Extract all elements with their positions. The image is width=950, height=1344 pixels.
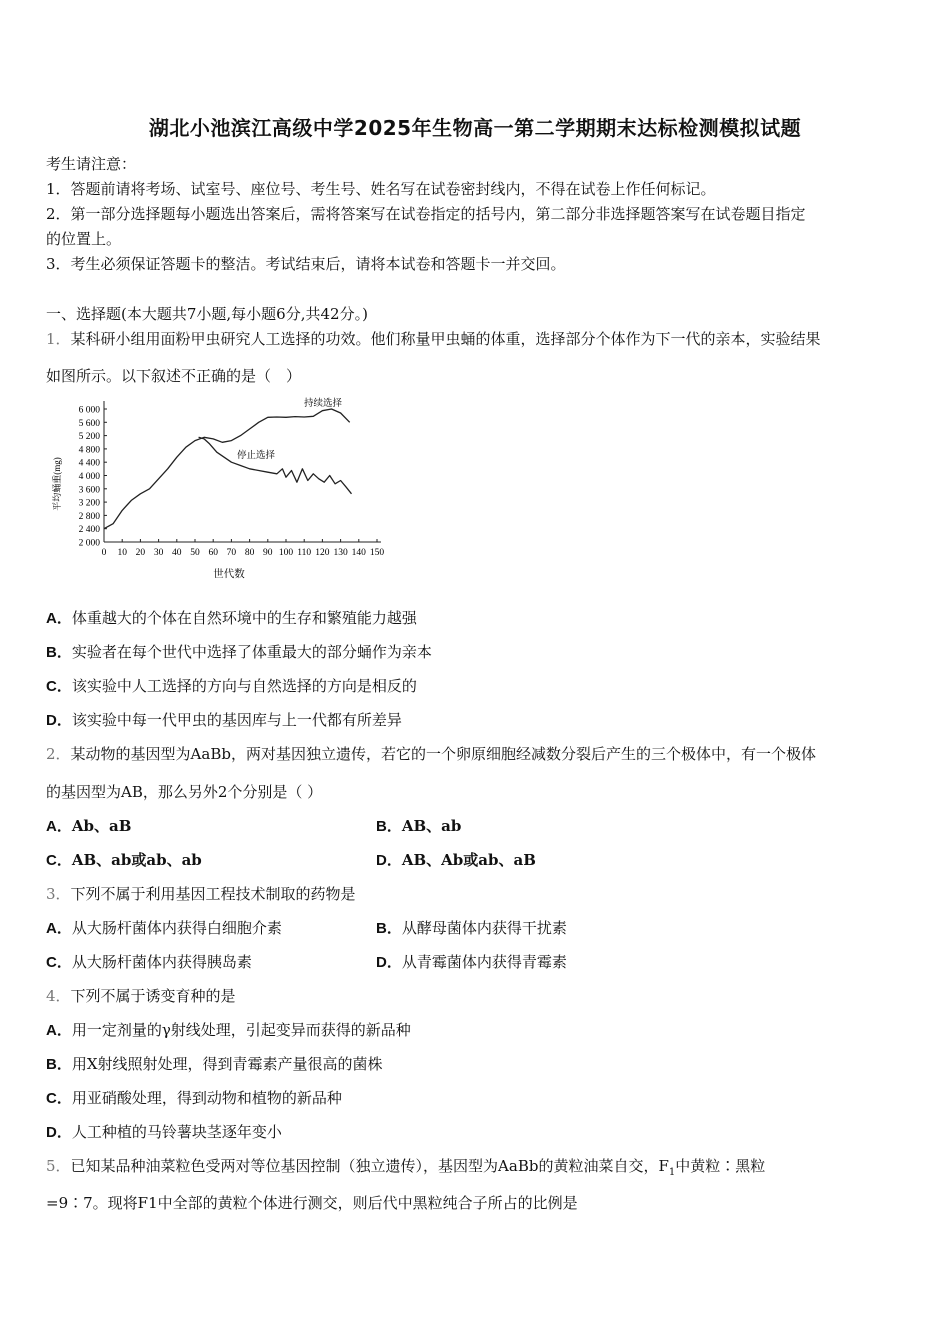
x-tick-label: 80 bbox=[244, 548, 255, 558]
x-tick-label: 140 bbox=[351, 548, 366, 558]
question-2-option-b[interactable]: B．AB、ab bbox=[376, 817, 462, 835]
question-number: 3． bbox=[46, 885, 71, 903]
question-2-option-c[interactable]: C．AB、ab或ab、ab bbox=[46, 851, 202, 869]
section-heading: 一、选择题(本大题共7小题,每小题6分,共42分。) bbox=[46, 305, 368, 323]
series-line-continued-selection bbox=[104, 409, 350, 529]
x-tick-label: 120 bbox=[315, 548, 330, 558]
x-tick-label: 20 bbox=[135, 548, 146, 558]
series-line-stopped-selection bbox=[199, 437, 352, 494]
question-4-option-a[interactable]: A．用一定剂量的γ射线处理，引起变异而获得的新品种 bbox=[46, 1021, 411, 1039]
x-tick-label: 90 bbox=[263, 548, 273, 558]
question-2-option-a[interactable]: A．Ab、aB bbox=[46, 817, 132, 835]
question-1-option-b[interactable]: B．实验者在每个世代中选择了体重最大的部分蛹作为亲本 bbox=[46, 643, 432, 661]
question-3-stem: 3．下列不属于利用基因工程技术制取的药物是 bbox=[46, 885, 356, 903]
series-label-stopped: 停止选择 bbox=[236, 451, 276, 461]
question-5-stem-cont: =9∶7。现将F1中全部的黄粒个体进行测交，则后代中黑粒纯合子所占的比例是 bbox=[46, 1194, 578, 1212]
page-title: 湖北小池滨江高级中学2025年生物高一第二学期期末达标检测模拟试题 bbox=[148, 116, 802, 140]
question-2-option-d[interactable]: D．AB、Ab或ab、aB bbox=[376, 851, 536, 869]
question-1-stem: 1．某科研小组用面粉甲虫研究人工选择的功效。他们称量甲虫蛹的体重，选择部分个体作为下一代的亲本，实验结果 bbox=[46, 330, 821, 348]
x-tick-label: 40 bbox=[172, 548, 182, 558]
y-tick-label: 2 400 bbox=[78, 525, 100, 536]
y-tick-label: 4 400 bbox=[78, 458, 100, 469]
question-4-stem: 4．下列不属于诱变育种的是 bbox=[46, 987, 236, 1005]
question-number: 5． bbox=[46, 1157, 71, 1175]
y-axis-label: 平均蛹重(mg) bbox=[52, 457, 62, 511]
y-tick-label: 3 200 bbox=[78, 498, 100, 509]
notice-item-2: 2．第一部分选择题每小题选出答案后，需将答案写在试卷指定的括号内，第二部分非选择题答案写在试卷题目指定 bbox=[46, 205, 806, 223]
question-5-stem: 5．已知某品种油菜粒色受两对等位基因控制（独立遗传），基因型为AaBb的黄粒油菜自交，$F_1$中黄粒∶黑粒 bbox=[46, 1157, 766, 1178]
x-axis-label: 世代数 bbox=[213, 569, 245, 580]
question-1-option-c[interactable]: C．该实验中人工选择的方向与自然选择的方向是相反的 bbox=[46, 677, 417, 695]
x-tick-label: 70 bbox=[226, 548, 237, 558]
x-tick-label: 60 bbox=[208, 548, 218, 558]
notice-item-1: 1．答题前请将考场、试室号、座位号、考生号、姓名写在试卷密封线内，不得在试卷上作任何标记。 bbox=[46, 180, 716, 198]
y-tick-label: 6 000 bbox=[78, 405, 100, 416]
question-number: 4． bbox=[46, 987, 71, 1005]
question-1-option-a[interactable]: A．体重越大的个体在自然环境中的生存和繁殖能力越强 bbox=[46, 609, 417, 627]
chart-lines bbox=[104, 409, 352, 529]
y-tick-label: 5 200 bbox=[78, 432, 100, 443]
question-4-option-b[interactable]: B．用X射线照射处理，得到青霉素产量很高的菌株 bbox=[46, 1055, 383, 1073]
question-3-option-c[interactable]: C．从大肠杆菌体内获得胰岛素 bbox=[46, 953, 252, 971]
question-2-stem-cont: 的基因型为AB，那么另外2个分别是（ ） bbox=[46, 783, 323, 801]
question-1-stem-cont: 如图所示。以下叙述不正确的是（ ） bbox=[46, 367, 302, 385]
y-tick-label: 5 600 bbox=[78, 418, 100, 429]
notice-item-2-cont: 的位置上。 bbox=[46, 230, 122, 248]
x-tick-label: 130 bbox=[333, 548, 348, 558]
x-tick-label: 150 bbox=[369, 548, 385, 558]
x-tick-label: 100 bbox=[278, 548, 294, 558]
question-1-option-d[interactable]: D．该实验中每一代甲虫的基因库与上一代都有所差异 bbox=[46, 711, 402, 729]
y-tick-label: 3 600 bbox=[78, 485, 100, 496]
x-tick-label: 50 bbox=[190, 548, 200, 558]
chart-axes bbox=[104, 401, 381, 542]
question-3-option-b[interactable]: B．从酵母菌体内获得干扰素 bbox=[376, 919, 567, 937]
y-tick-label: 2 000 bbox=[78, 538, 100, 549]
x-tick-label: 10 bbox=[117, 548, 127, 558]
y-tick-label: 2 800 bbox=[78, 511, 100, 522]
x-tick-label: 30 bbox=[153, 548, 164, 558]
question-3-option-d[interactable]: D．从青霉菌体内获得青霉素 bbox=[376, 953, 567, 971]
y-tick-label: 4 800 bbox=[78, 445, 100, 456]
x-tick-label: 0 bbox=[101, 548, 107, 558]
notice-item-3: 3．考生必须保证答题卡的整洁。考试结束后，请将本试卷和答题卡一并交回。 bbox=[46, 255, 566, 273]
question-number: 1． bbox=[46, 330, 71, 348]
question-number: 2． bbox=[46, 745, 71, 763]
question-3-option-a[interactable]: A．从大肠杆菌体内获得白细胞介素 bbox=[46, 919, 282, 937]
y-tick-label: 4 000 bbox=[78, 472, 100, 482]
question-4-option-c[interactable]: C．用亚硝酸处理，得到动物和植物的新品种 bbox=[46, 1089, 342, 1107]
notice-heading: 考生请注意： bbox=[46, 155, 137, 173]
x-tick-label: 110 bbox=[297, 548, 312, 558]
question-4-option-d[interactable]: D．人工种植的马铃薯块茎逐年变小 bbox=[46, 1123, 282, 1141]
selection-chart bbox=[46, 392, 396, 582]
series-label-continued: 持续选择 bbox=[303, 399, 343, 409]
question-2-stem: 2．某动物的基因型为AaBb，两对基因独立遗传，若它的一个卵原细胞经减数分裂后产生的三个极体中，有一个极体 bbox=[46, 745, 816, 763]
